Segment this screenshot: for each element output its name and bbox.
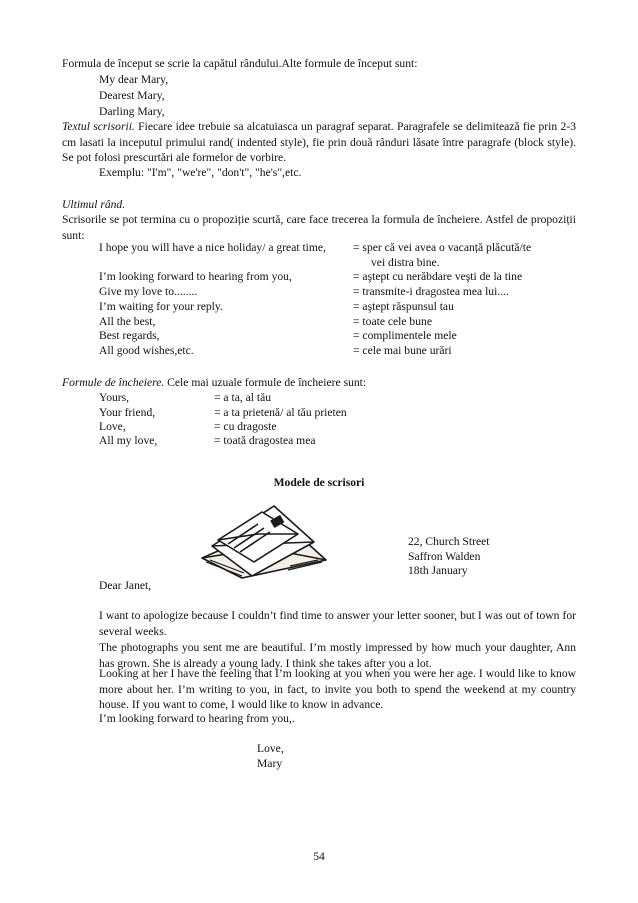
section-label: Textul scrisorii. <box>62 120 135 133</box>
letter-salutation: Dear Janet, <box>99 579 152 592</box>
closing-en: Yours, <box>99 391 130 404</box>
date-line: 18th January <box>408 564 468 577</box>
phrase-en: Give my love to........ <box>99 285 198 298</box>
phrase-ro: = cele mai bune urări <box>353 344 452 357</box>
address-line: Saffron Walden <box>408 550 481 563</box>
closing-ro: = a ta, al tău <box>214 391 272 404</box>
letter-paragraph: I’m looking forward to hearing from you,. <box>99 712 295 725</box>
closing-ro: = cu dragoste <box>214 420 277 433</box>
abbreviation-example: Exemplu: "I'm", "we're", "don't", "he's",etc. <box>99 166 302 179</box>
closing-en: Your friend, <box>99 406 156 419</box>
formula-intro-line: Formula de început se scrie la capătul rândului.Alte formule de început sunt: <box>62 57 418 70</box>
models-heading: Modele de scrisori <box>273 476 365 489</box>
page-number: 54 <box>313 850 325 863</box>
phrase-ro: = toate cele bune <box>353 315 432 328</box>
paragraph-text: Fiecare idee trebuie sa alcatuiasca un paragraf separat. Paragrafele se delimitează fie prin 2-3 cm lasati la inceputul primului rand( indented style), fie prin două rânduri lăsate între paragrafe (block style). Se pot folosi prescurtări ale formelor de vorbire. <box>62 120 576 165</box>
section-label: Formule de încheiere. <box>62 376 165 389</box>
phrase-ro: = aştept cu nerăbdare veşti de la tine <box>353 270 523 283</box>
section-label: Ultimul rând. <box>62 198 126 211</box>
phrase-ro: = complimentele mele <box>353 329 457 342</box>
closing-en: All my love, <box>99 434 158 447</box>
phrase-en: I’m waiting for your reply. <box>99 300 223 313</box>
phrase-ro: = aştept răspunsul tau <box>353 300 454 313</box>
letter-paragraph: The photographs you sent me are beautiful. I’m mostly impressed by how much your daughter, Ann has grown. She is already a young lady. I think she takes after you a lot. <box>99 641 576 670</box>
greeting-example: My dear Mary, <box>99 73 169 86</box>
letter-paragraph: I want to apologize because I couldn’t find time to answer your letter sooner, but I was out of town for several weeks. <box>99 609 576 638</box>
address-line: 22, Church Street <box>408 535 490 548</box>
envelopes-icon <box>198 500 330 582</box>
closing-ro: = toată dragostea mea <box>214 434 316 447</box>
phrase-ro: = transmite-i dragostea mea lui.... <box>353 285 509 298</box>
phrase-en: All good wishes,etc. <box>99 344 194 357</box>
letter-signature: Mary <box>257 757 283 770</box>
phrase-en: All the best, <box>99 315 156 328</box>
last-line-paragraph: Scrisorile se pot termina cu o propoziție scurtă, care face trecerea la formula de încheiere. Astfel de propoziții sunt: <box>62 213 576 242</box>
phrase-en: Best regards, <box>99 329 160 342</box>
closing-ro: = a ta prietenă/ al tău prieten <box>214 406 347 419</box>
letter-paragraph: Looking at her I have the feeling that I’m looking at you when you were her age. I would like to know more about her. I’m writing to you, in fact, to invite you both to spend the weekend at my country house. If you want to come, I would like to know in advance. <box>99 667 576 712</box>
letter-text-paragraph <box>62 119 576 166</box>
phrase-ro: vei distra bine. <box>371 256 440 269</box>
greeting-example: Dearest Mary, <box>99 89 165 102</box>
greeting-example: Darling Mary, <box>99 105 165 118</box>
phrase-ro: = sper că vei avea o vacanță plăcută/te <box>353 241 532 254</box>
closing-intro-line: Formule de încheiere. Cele mai uzuale formule de încheiere sunt: <box>62 376 367 389</box>
letter-signoff: Love, <box>257 742 284 755</box>
closing-en: Love, <box>99 420 126 433</box>
phrase-en: I hope you will have a nice holiday/ a great time, <box>99 241 326 254</box>
phrase-en: I’m looking forward to hearing from you, <box>99 270 292 283</box>
